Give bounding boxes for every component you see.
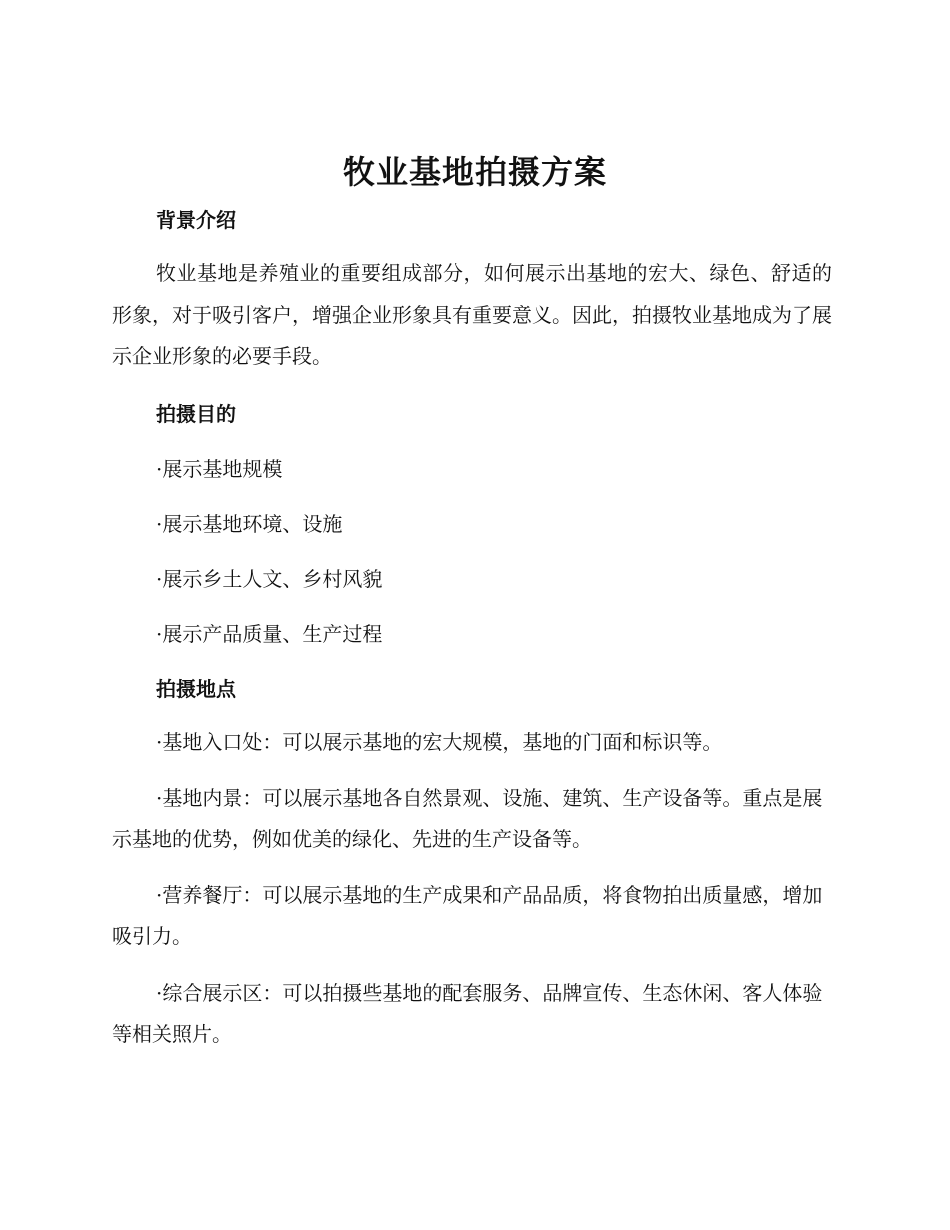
purpose-item: ·展示基地规模 — [156, 457, 283, 481]
section-heading-purpose: 拍摄目的 — [156, 402, 236, 426]
location-item: ·综合展示区：可以拍摄些基地的配套服务、品牌宣传、生态休闲、客人体验等相关照片。 — [112, 981, 823, 1046]
document-title: 牧业基地拍摄方案 — [342, 153, 607, 191]
section-heading-background: 背景介绍 — [156, 208, 236, 232]
section-heading-locations: 拍摄地点 — [156, 677, 236, 701]
purpose-item: ·展示基地环境、设施 — [156, 512, 343, 536]
purpose-item: ·展示产品质量、生产过程 — [156, 622, 383, 646]
location-item: ·营养餐厅：可以展示基地的生产成果和产品品质，将食物拍出质量感，增加吸引力。 — [112, 883, 823, 948]
location-item: ·基地入口处：可以展示基地的宏大规模，基地的门面和标识等。 — [156, 730, 723, 754]
purpose-item: ·展示乡土人文、乡村风貌 — [156, 567, 383, 591]
location-item: ·基地内景：可以展示基地各自然景观、设施、建筑、生产设备等。重点是展示基地的优势，例如优美的绿化、先进的生产设备等。 — [112, 786, 823, 851]
background-paragraph: 牧业基地是养殖业的重要组成部分，如何展示出基地的宏大、绿色、舒适的形象，对于吸引客户，增强企业形象具有重要意义。因此，拍摄牧业基地成为了展示企业形象的必要手段。 — [112, 261, 832, 368]
